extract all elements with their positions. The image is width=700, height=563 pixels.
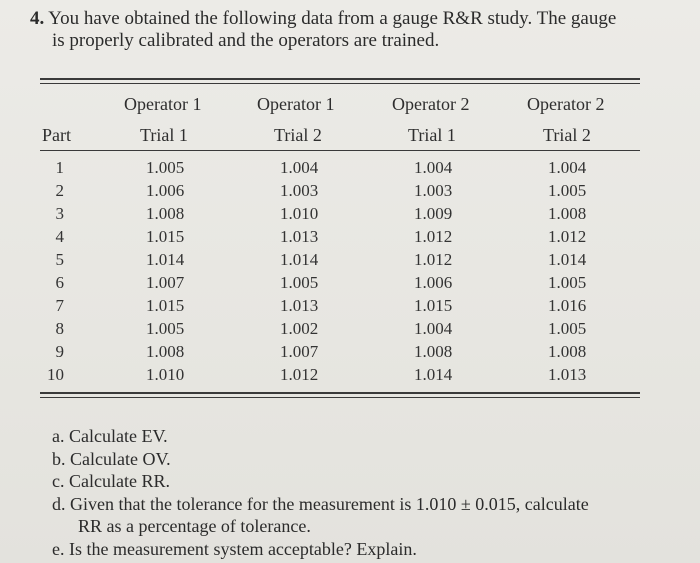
header-trial-col-4: Trial 2: [543, 125, 591, 145]
header-trial-col-3: Trial 1: [408, 125, 456, 145]
part-number: 1: [55, 158, 64, 177]
problem-text-line-1: You have obtained the following data from a gauge R&R study. The gauge: [48, 8, 617, 29]
question-d: d. Given that the tolerance for the measurement is 1.010 ± 0.015, calculate: [52, 493, 589, 514]
table-cell: 1.012: [414, 250, 453, 269]
table-cell: 1.003: [414, 181, 453, 200]
question-b: b. Calculate OV.: [52, 448, 171, 469]
part-number: 3: [55, 204, 64, 223]
part-number: 9: [55, 342, 64, 361]
question-e: e. Is the measurement system acceptable? Explain.: [52, 538, 417, 559]
header-trial-col-2: Trial 2: [274, 125, 322, 145]
header-operator-col-3: Operator 2: [392, 94, 470, 114]
table-cell: 1.003: [280, 181, 319, 200]
table-cell: 1.006: [414, 273, 453, 292]
question-d-continued: RR as a percentage of tolerance.: [78, 516, 311, 537]
table-cell: 1.006: [146, 181, 185, 200]
table-cell: 1.004: [548, 158, 587, 177]
header-part: Part: [42, 125, 71, 145]
table-cell: 1.015: [146, 227, 185, 246]
table-cell: 1.008: [548, 204, 587, 223]
table-cell: 1.004: [280, 158, 319, 177]
table-cell: 1.008: [414, 342, 453, 361]
table-cell: 1.014: [146, 250, 185, 269]
question-c: c. Calculate RR.: [52, 471, 170, 492]
header-operator-col-4: Operator 2: [527, 94, 605, 114]
table-cell: 1.009: [414, 204, 453, 223]
table-cell: 1.005: [548, 319, 587, 338]
part-number: 2: [55, 181, 64, 200]
table-cell: 1.005: [548, 273, 587, 292]
table-cell: 1.014: [280, 250, 319, 269]
table-cell: 1.007: [146, 273, 185, 292]
part-number: 5: [55, 250, 64, 269]
table-cell: 1.012: [548, 227, 587, 246]
table-cell: 1.010: [280, 204, 319, 223]
table-top-rule: [40, 78, 640, 80]
table-bottom-rule: [40, 392, 640, 394]
table-cell: 1.012: [414, 227, 453, 246]
problem-number: 4.: [30, 8, 45, 29]
part-number: 10: [47, 365, 64, 384]
table-cell: 1.016: [548, 296, 587, 315]
table-cell: 1.005: [280, 273, 319, 292]
table-cell: 1.015: [414, 296, 453, 315]
table-cell: 1.015: [146, 296, 185, 315]
table-cell: 1.008: [146, 204, 185, 223]
table-cell: 1.014: [414, 365, 453, 384]
table-cell: 1.005: [146, 319, 185, 338]
header-operator-col-2: Operator 1: [257, 94, 335, 114]
question-list: [52, 425, 682, 561]
table-cell: 1.014: [548, 250, 587, 269]
table-cell: 1.013: [548, 365, 587, 384]
table-header-rule: [40, 150, 640, 151]
part-number: 4: [55, 227, 64, 246]
table-top-rule-thin: [40, 83, 640, 84]
table-cell: 1.005: [146, 158, 185, 177]
part-number: 7: [55, 296, 64, 315]
table-cell: 1.007: [280, 342, 319, 361]
table-bottom-rule-thin: [40, 397, 640, 398]
table-cell: 1.013: [280, 227, 319, 246]
question-a: a. Calculate EV.: [52, 426, 168, 446]
table-cell: 1.008: [146, 342, 185, 361]
table-cell: 1.008: [548, 342, 587, 361]
header-operator-col-1: Operator 1: [124, 94, 202, 114]
table-cell: 1.013: [280, 296, 319, 315]
part-number: 6: [55, 273, 64, 292]
table-cell: 1.004: [414, 158, 453, 177]
table-cell: 1.012: [280, 365, 319, 384]
part-number: 8: [55, 319, 64, 338]
table-cell: 1.002: [280, 319, 319, 338]
header-trial-col-1: Trial 1: [140, 125, 188, 145]
table-cell: 1.004: [414, 319, 453, 338]
table-cell: 1.005: [548, 181, 587, 200]
table-cell: 1.010: [146, 365, 185, 384]
problem-statement: [30, 8, 670, 52]
problem-text-line-2: is properly calibrated and the operators are trained.: [52, 30, 440, 51]
